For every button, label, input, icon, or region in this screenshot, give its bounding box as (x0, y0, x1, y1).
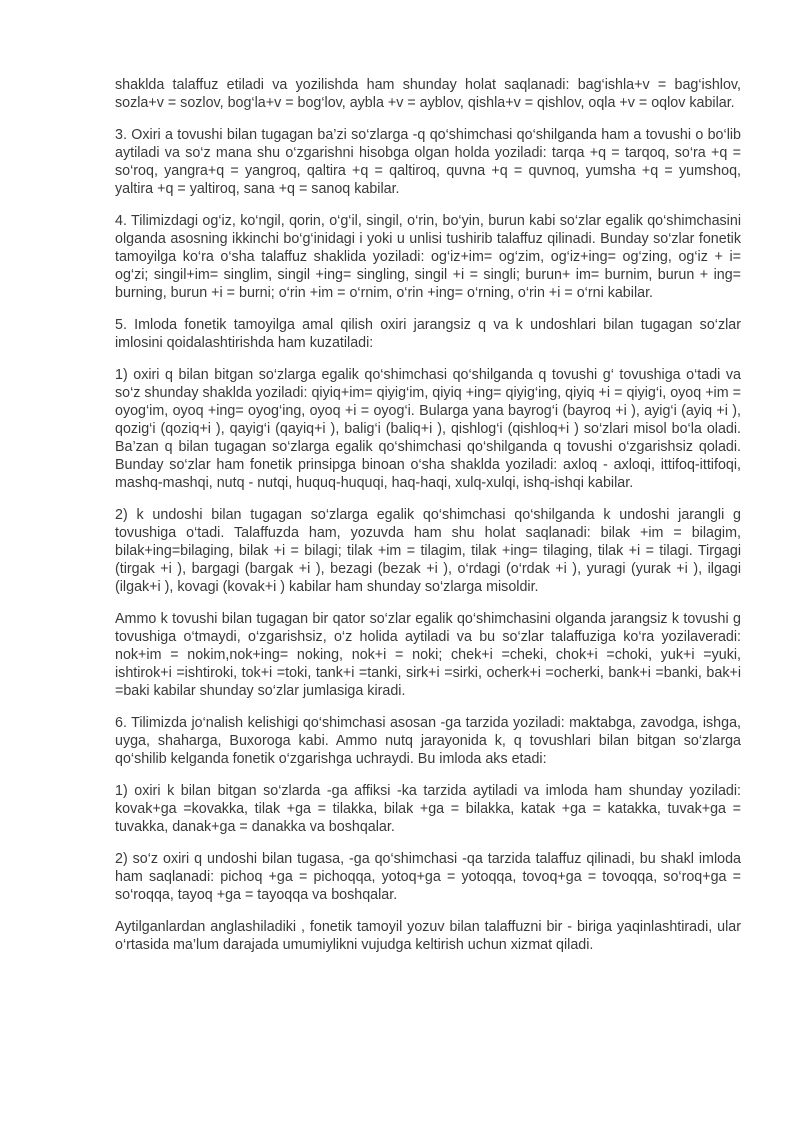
paragraph-9: 1) oxiri k bilan bitgan so‘zlarda -ga affiksi -ka tarzida aytiladi va imloda ham shunday yoziladi: kovak+ga =kovakka, tilak +ga = tilakka, bilak +ga = bilakka, katak +ga = katakka, tuvak+ga = tuvakka, danak+ga = danakka va boshqalar. (115, 783, 741, 835)
paragraph-5: 1) oxiri q bilan bitgan so‘zlarga egalik qo‘shimchasi qo‘shilganda q tovushi g‘ tovushiga o‘tadi va so‘z shunday shaklda yoziladi: qiyiq+im= qiyig‘im, qiyiq +ing= qiyig‘ing, qiyiq +i = qiyig‘i, oyoq +im = oyog‘im, oyoq +ing= oyog‘ing, oyoq +i = oyog‘i. Bularga yana bayrog‘i (bayroq +i ), ayig‘i (ayiq +i ), qozig‘i (qoziq+i ), qayig‘i (qayiq+i ), balig‘i (baliq+i ), qishlog‘i (qishloq+i ) so‘zlari misol bo‘la oladi. Ba’zan q bilan tugagan so‘zlarga egalik qo‘shimchasi qo‘shilganda q tovushi o‘zgarishsiz qoladi. Bunday so‘zlar ham fonetik prinsipga binoan o‘sha shaklda yoziladi: axloq - axloqi, ittifoq-ittifoqi, mashq-mashqi, nutq - nutqi, huquq-huquqi, haq-haqi, xulq-xulqi, ishq-ishqi kabilar. (115, 367, 741, 491)
paragraph-10: 2) so‘z oxiri q undoshi bilan tugasa, -ga qo‘shimchasi -qa tarzida talaffuz qilinadi, bu shakl imloda ham saqlanadi: pichoq +ga = pichoqqa, yotoq+ga = yotoqqa, tovoq+ga = tovoqqa, so‘roq+ga = so‘roqqa, tayoq +ga = tayoqqa va boshqalar. (115, 851, 741, 903)
paragraph-3: 4. Tilimizdagi og‘iz, ko‘ngil, qorin, o‘g‘il, singil, o‘rin, bo‘yin, burun kabi so‘zlar egalik qo‘shimchasini olganda asosning ikkinchi bo‘g‘inidagi i yoki u unlisi tushirib talaffuz qilinadi. Bunday so‘zlar fonetik tamoyilga ko‘ra o‘sha talaffuz shaklida yoziladi: og‘iz+im= og‘zim, og‘iz+ing= og‘zing, og‘iz + i= og‘zi; singil+im= singlim, singil +ing= singling, singil +i = singli; burun+ im= burnim, burun + ing= burning, burun +i = burni; o‘rin +im = o‘rnim, o‘rin +ing= o‘rning, o‘rin +i = o‘rni kabilar. (115, 213, 741, 301)
document-page (115, 76, 741, 968)
paragraph-11: Aytilganlardan anglashiladiki , fonetik tamoyil yozuv bilan talaffuzni bir - biriga yaqinlashtiradi, ular o‘rtasida ma’lum darajada umumiylikni vujudga keltirish uchun xizmat qiladi. (115, 919, 741, 953)
paragraph-8: 6. Tilimizda jo‘nalish kelishigi qo‘shimchasi asosan -ga tarzida yoziladi: maktabga, zavodga, ishga, uyga, shaharga, Buxoroga kabi. Ammo nutq jarayonida k, q tovushlari bilan bitgan so‘zlarga qo‘shilib kelganda fonetik o‘zgarishga uchraydi. Bu imloda aks etadi: (115, 715, 741, 767)
paragraph-6: 2) k undoshi bilan tugagan so‘zlarga egalik qo‘shimchasi qo‘shilganda k undoshi jarangli g tovushiga o‘tadi. Talaffuzda ham, yozuvda ham shu holat saqlanadi: bilak +im = bilagim, bilak+ing=bilaging, bilak +i = bilagi; tilak +im = tilagim, tilak +ing= tilaging, tilak +i = tilagi. Tirgagi (tirgak +i ), bargagi (bargak +i ), bezagi (bezak +i ), o‘rdagi (o‘rdak +i ), yuragi (yurak +i ), ilgagi (ilgak+i ), kovagi (kovak+i ) kabilar ham shunday so‘zlarga misoldir. (115, 507, 741, 595)
paragraph-7: Ammo k tovushi bilan tugagan bir qator so‘zlar egalik qo‘shimchasini olganda jarangsiz k tovushi g tovushiga o‘tmaydi, o‘zgarishsiz, o‘z holida aytiladi va bu so‘zlar talaffuziga ko‘ra yozilaveradi: nok+im = nokim,nok+ing= noking, nok+i = noki; chek+i =cheki, chok+i =choki, yuk+i =yuki, ishtirok+i =ishtiroki, tok+i =toki, tank+i =tanki, sirk+i =sirki, ocherk+i =ocherki, bank+i =banki, bak+i =baki kabilar shunday so‘zlar jumlasiga kiradi. (115, 611, 741, 699)
paragraph-4: 5. Imloda fonetik tamoyilga amal qilish oxiri jarangsiz q va k undoshlari bilan tugagan so‘zlar imlosini qoidalashtirishda ham kuzatiladi: (115, 317, 741, 351)
paragraph-1: shaklda talaffuz etiladi va yozilishda ham shunday holat saqlanadi: bag‘ishla+v = bag‘ishlov, sozla+v = sozlov, bog‘la+v = bog‘lov, aybla +v = ayblov, qishla+v = qishlov, oqla +v = oqlov kabilar. (115, 77, 741, 111)
paragraph-2: 3. Oxiri a tovushi bilan tugagan ba’zi so‘zlarga -q qo‘shimchasi qo‘shilganda ham a tovushi o bo‘lib aytiladi va so‘z mana shu o‘zgarishni hisobga olgan holda yoziladi: tarqa +q = tarqoq, so‘ra +q = so‘roq, yangra+q = yangroq, qaltira +q = qaltiroq, quvna +q = quvnoq, yumsha +q = yumshoq, yaltira +q = yaltiroq, sana +q = sanoq kabilar. (115, 127, 741, 197)
